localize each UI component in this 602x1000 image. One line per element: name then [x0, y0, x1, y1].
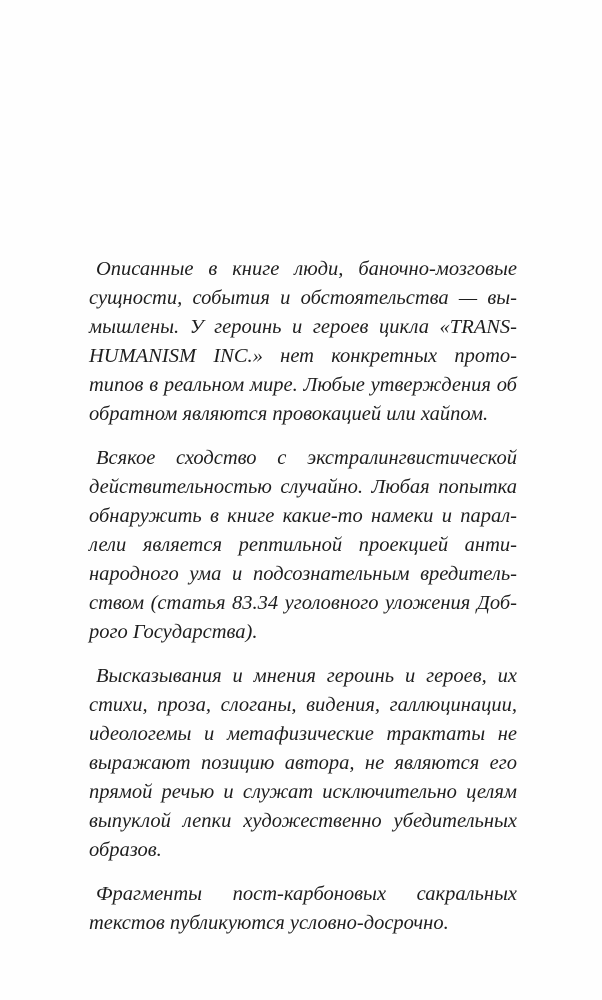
text-line: Фрагменты пост-карбоновых сакральных	[96, 883, 517, 905]
text-line: выражают позицию автора, не являются его	[89, 752, 517, 774]
text-line: типов в реальном мире. Любые утверждения об	[89, 374, 517, 396]
text-line: Высказывания и мнения героинь и героев, их	[96, 665, 517, 687]
text-line: рого Государства).	[89, 621, 258, 643]
text-line: идеологемы и метафизические трактаты не	[89, 723, 517, 745]
text-line: Описанные в книге люди, баночно-мозговые	[96, 258, 517, 280]
text-line: ством (статья 83.34 уголовного уложения Доб-	[89, 592, 517, 614]
text-line: обратном являются провокацией или хайпом.	[89, 403, 489, 425]
text-line: текстов публикуются условно-досрочно.	[89, 912, 449, 934]
text-line: образов.	[89, 839, 162, 861]
text-line: стихи, проза, слоганы, видения, галлюцинации,	[89, 694, 517, 716]
text-line: лели является рептильной проекцией анти-	[89, 534, 517, 556]
text-line: обнаружить в книге какие-то намеки и парал-	[89, 505, 517, 527]
text-line: мышлены. У героинь и героев цикла «TRANS-	[89, 316, 517, 338]
text-line: HUMANISM INC.» нет конкретных прото-	[89, 345, 517, 367]
text-line: Всякое сходство с экстралингвистической	[96, 447, 517, 469]
text-line: сущности, события и обстоятельства — вы-	[89, 287, 517, 309]
text-line: действительностью случайно. Любая попытка	[89, 476, 517, 498]
text-line: прямой речью и служат исключительно целям	[89, 781, 517, 803]
text-line: выпуклой лепки художественно убедительных	[89, 810, 517, 832]
text-line: народного ума и подсознательным вредитель-	[89, 563, 517, 585]
